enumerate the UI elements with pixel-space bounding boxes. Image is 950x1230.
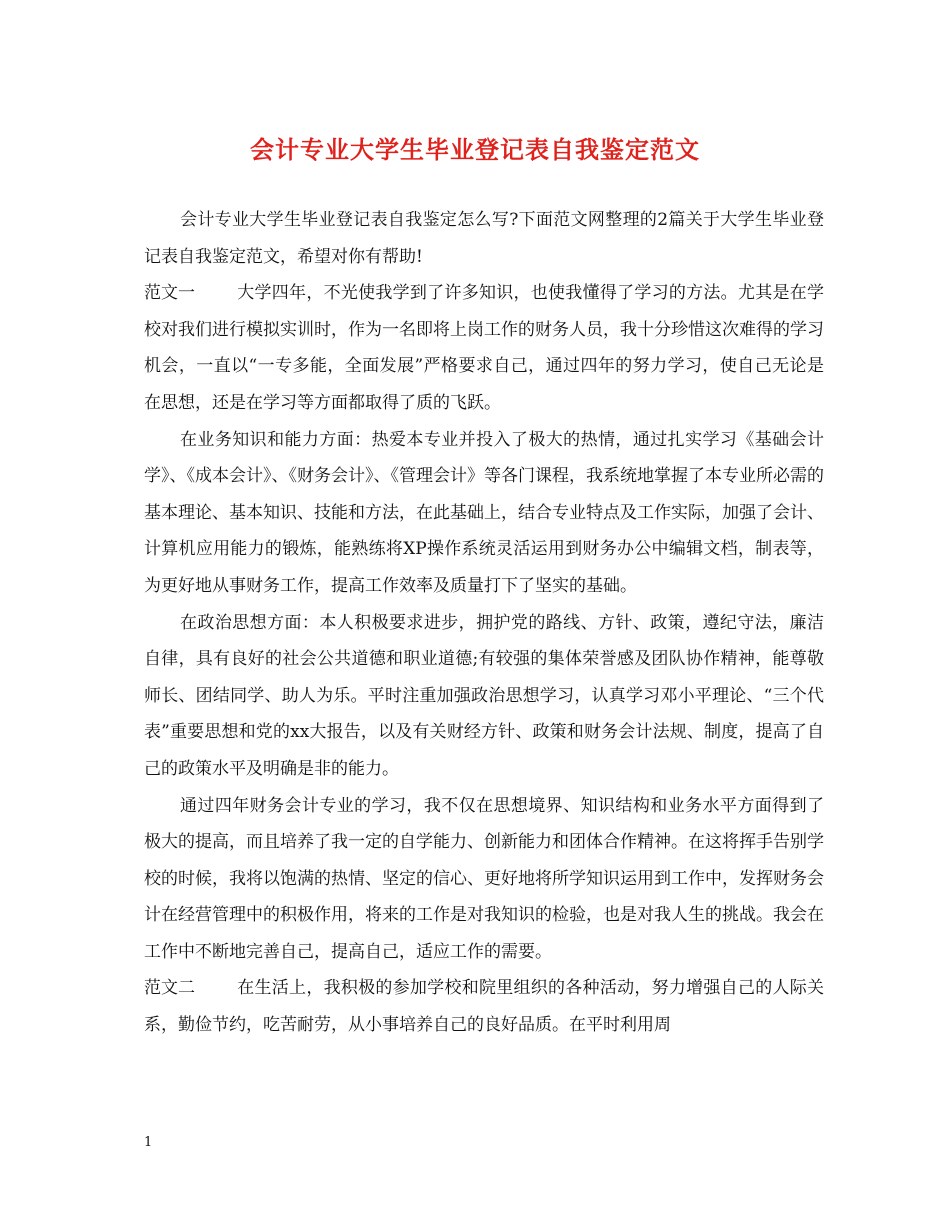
- page-number: 1: [144, 1135, 153, 1150]
- sample1-paragraph-3: 在政治思想方面：本人积极要求进步，拥护党的路线、方针、政策，遵纪守法，廉洁自律，具有良好的社会公共道德和职业道德;有较强的集体荣誉感及团队协作精神，能尊敬师长、团结同学、助人为乐。平时注重加强政治思想学习，认真学习邓小平理论、“三个代表”重要思想和党的xx大报告，以及有关财经方针、政策和财务会计法规、制度，提高了自己的政策水平及明确是非的能力。: [144, 612, 824, 779]
- sample2-paragraph-1: 在生活上，我积极的参加学校和院里组织的各种活动，努力增强自己的人际关系，勤俭节约，吃苦耐劳，从小事培养自己的良好品质。在平时利用周: [144, 978, 824, 1036]
- sample1-label: 范文一: [144, 283, 195, 304]
- intro-paragraph: 会计专业大学生毕业登记表自我鉴定怎么写?下面范文网整理的2篇关于大学生毕业登记表自我鉴定范文，希望对你有帮助!: [144, 210, 824, 267]
- sample1-paragraph-2: 在业务知识和能力方面：热爱本专业并投入了极大的热情，通过扎实学习《基础会计学》、《成本会计》、《财务会计》、《管理会计》等各门课程，我系统地掌握了本专业所必需的基本理论、基本知识、技能和方法，在此基础上，结合专业特点及工作实际，加强了会计、计算机应用能力的锻炼，能熟练将XP操作系统灵活运用到财务办公中编辑文档，制表等，为更好地从事财务工作，提高工作效率及质量打下了坚实的基础。: [144, 429, 824, 596]
- sample1-first-paragraph: [144, 275, 824, 421]
- document-title: 会计专业大学生毕业登记表自我鉴定范文: [250, 135, 700, 164]
- sample2-first-paragraph: [144, 970, 824, 1043]
- sample2-label: 范文二: [144, 978, 195, 999]
- sample1-paragraph-4: 通过四年财务会计专业的学习，我不仅在思想境界、知识结构和业务水平方面得到了极大的提高，而且培养了我一定的自学能力、创新能力和团体合作精神。在这将挥手告别学校的时候，我将以饱满的热情、坚定的信心、更好地将所学知识运用到工作中，发挥财务会计在经营管理中的积极作用，将来的工作是对我知识的检验，也是对我人生的挑战。我会在工作中不断地完善自己，提高自己，适应工作的需要。: [144, 795, 824, 962]
- sample1-paragraph-1: 大学四年，不光使我学到了许多知识，也使我懂得了学习的方法。尤其是在学校对我们进行模拟实训时，作为一名即将上岗工作的财务人员，我十分珍惜这次难得的学习机会，一直以“一专多能，全面发展”严格要求自己，通过四年的努力学习，使自己无论是在思想，还是在学习等方面都取得了质的飞跃。: [144, 283, 824, 413]
- document-body: [144, 202, 824, 1044]
